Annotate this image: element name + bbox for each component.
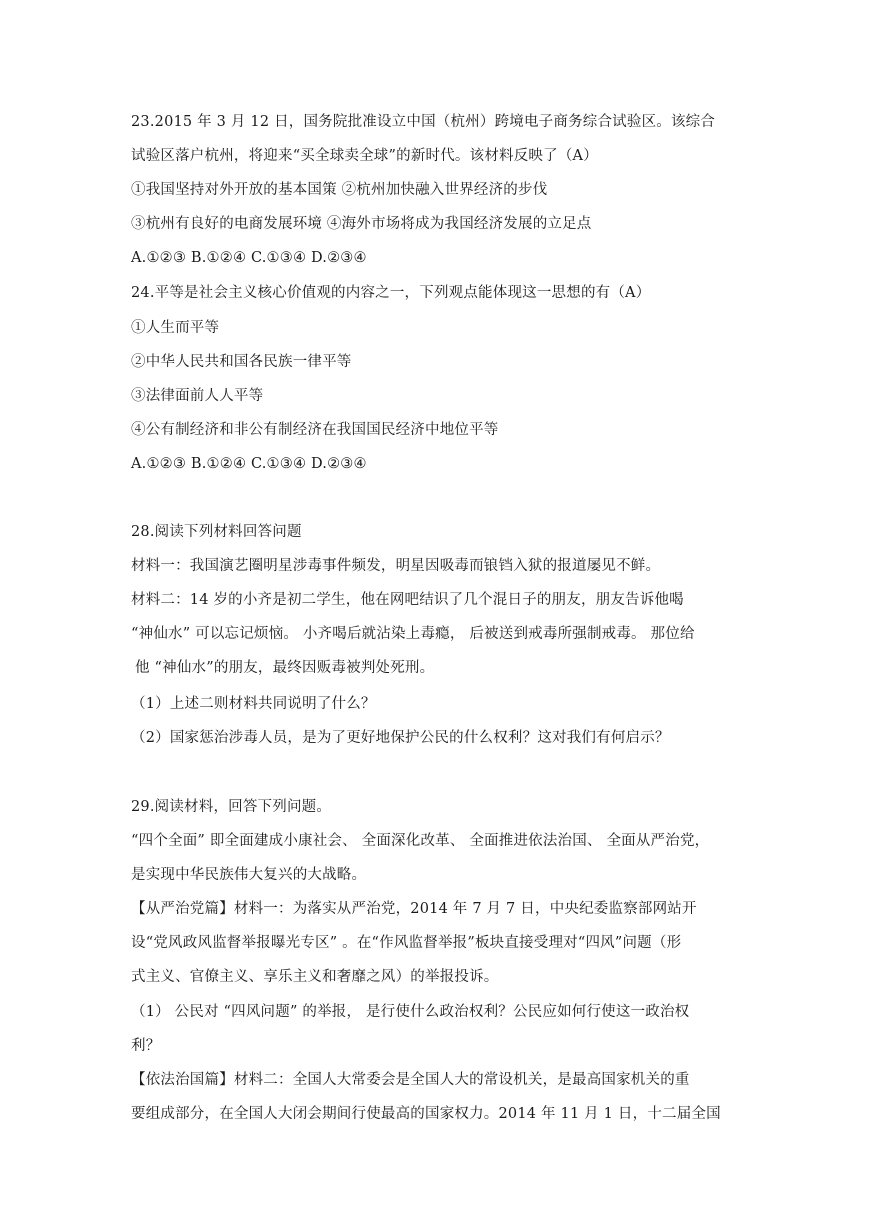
q24-stem: 24.平等是社会主义核心价值观的内容之一，下列观点能体现这一思想的有（A） bbox=[131, 285, 651, 301]
q23-stem-line-2: 试验区落户杭州，将迎来“买全球卖全球”的新时代。该材料反映了（A） bbox=[131, 148, 598, 164]
q28-material-2-line-1: 材料二：14 岁的小齐是初二学生，他在网吧结识了几个混日子的朋友，朋友告诉他喝 bbox=[131, 592, 684, 608]
q28-material-2-line-2: “神仙水” 可以忘记烦恼。 小齐喝后就沾染上毒瘾， 后被送到戒毒所强制戒毒。 那位给 bbox=[131, 626, 695, 642]
q23-stem-line-1: 23.2015 年 3 月 12 日，国务院批准设立中国（杭州）跨境电子商务综合试验区。该综合 bbox=[131, 114, 716, 130]
q24-answer-choices: A.①②③ B.①②④ C.①③④ D.②③④ bbox=[131, 456, 367, 472]
q28-material-2-line-3: 他 “神仙水”的朋友，最终因贩毒被判处死刑。 bbox=[135, 660, 435, 676]
q24-item-2: ②中华人民共和国各民族一律平等 bbox=[131, 354, 352, 370]
q29-subquestion-1-line-1: （1） 公民对 “四风问题” 的举报， 是行使什么政治权利？公民应如何行使这一政治权 bbox=[131, 1004, 690, 1020]
q29-intro-line-2: 是实现中华民族伟大复兴的大战略。 bbox=[131, 867, 367, 883]
q23-options-line-2: ③杭州有良好的电商发展环境 ④海外市场将成为我国经济发展的立足点 bbox=[131, 216, 592, 232]
q29-intro-line-1: “四个全面” 即全面建成小康社会、 全面深化改革、 全面推进依法治国、 全面从严治党， bbox=[131, 833, 710, 849]
q23-answer-choices: A.①②③ B.①②④ C.①③④ D.②③④ bbox=[131, 250, 367, 266]
q29-title: 29.阅读材料，回答下列问题。 bbox=[131, 799, 332, 815]
q24-item-3: ③法律面前人人平等 bbox=[131, 388, 264, 404]
q24-item-1: ①人生而平等 bbox=[131, 320, 220, 336]
q28-subquestion-1: （1）上述二则材料共同说明了什么？ bbox=[131, 696, 376, 712]
q28-title: 28.阅读下列材料回答问题 bbox=[131, 524, 302, 540]
q29-material-2-line-1: 【依法治国篇】材料二：全国人大常委会是全国人大的常设机关，是最高国家机关的重 bbox=[131, 1072, 690, 1088]
q23-options-line-1: ①我国坚持对外开放的基本国策 ②杭州加快融入世界经济的步伐 bbox=[131, 182, 548, 198]
q29-material-1-line-3: 式主义、官僚主义、享乐主义和奢靡之风）的举报投诉。 bbox=[131, 969, 499, 985]
q24-item-4: ④公有制经济和非公有制经济在我国国民经济中地位平等 bbox=[131, 422, 499, 438]
q29-material-1-line-2: 设“党风政风监督举报曝光专区” 。在“作风监督举报”板块直接受理对“四风”问题（形 bbox=[131, 935, 682, 951]
q29-material-1-line-1: 【从严治党篇】材料一：为落实从严治党，2014 年 7 月 7 日，中央纪委监察部网站开 bbox=[131, 901, 697, 917]
q29-subquestion-1-line-2: 利？ bbox=[131, 1038, 161, 1054]
q28-subquestion-2: （2）国家惩治涉毒人员，是为了更好地保护公民的什么权利？这对我们有何启示？ bbox=[131, 730, 670, 746]
q29-material-2-line-2: 要组成部分，在全国人大闭会期间行使最高的国家权力。2014 年 11 月 1 日，十二届全国 bbox=[131, 1106, 721, 1122]
q28-material-1: 材料一：我国演艺圈明星涉毒事件频发，明星因吸毒而锒铛入狱的报道屡见不鲜。 bbox=[131, 558, 661, 574]
